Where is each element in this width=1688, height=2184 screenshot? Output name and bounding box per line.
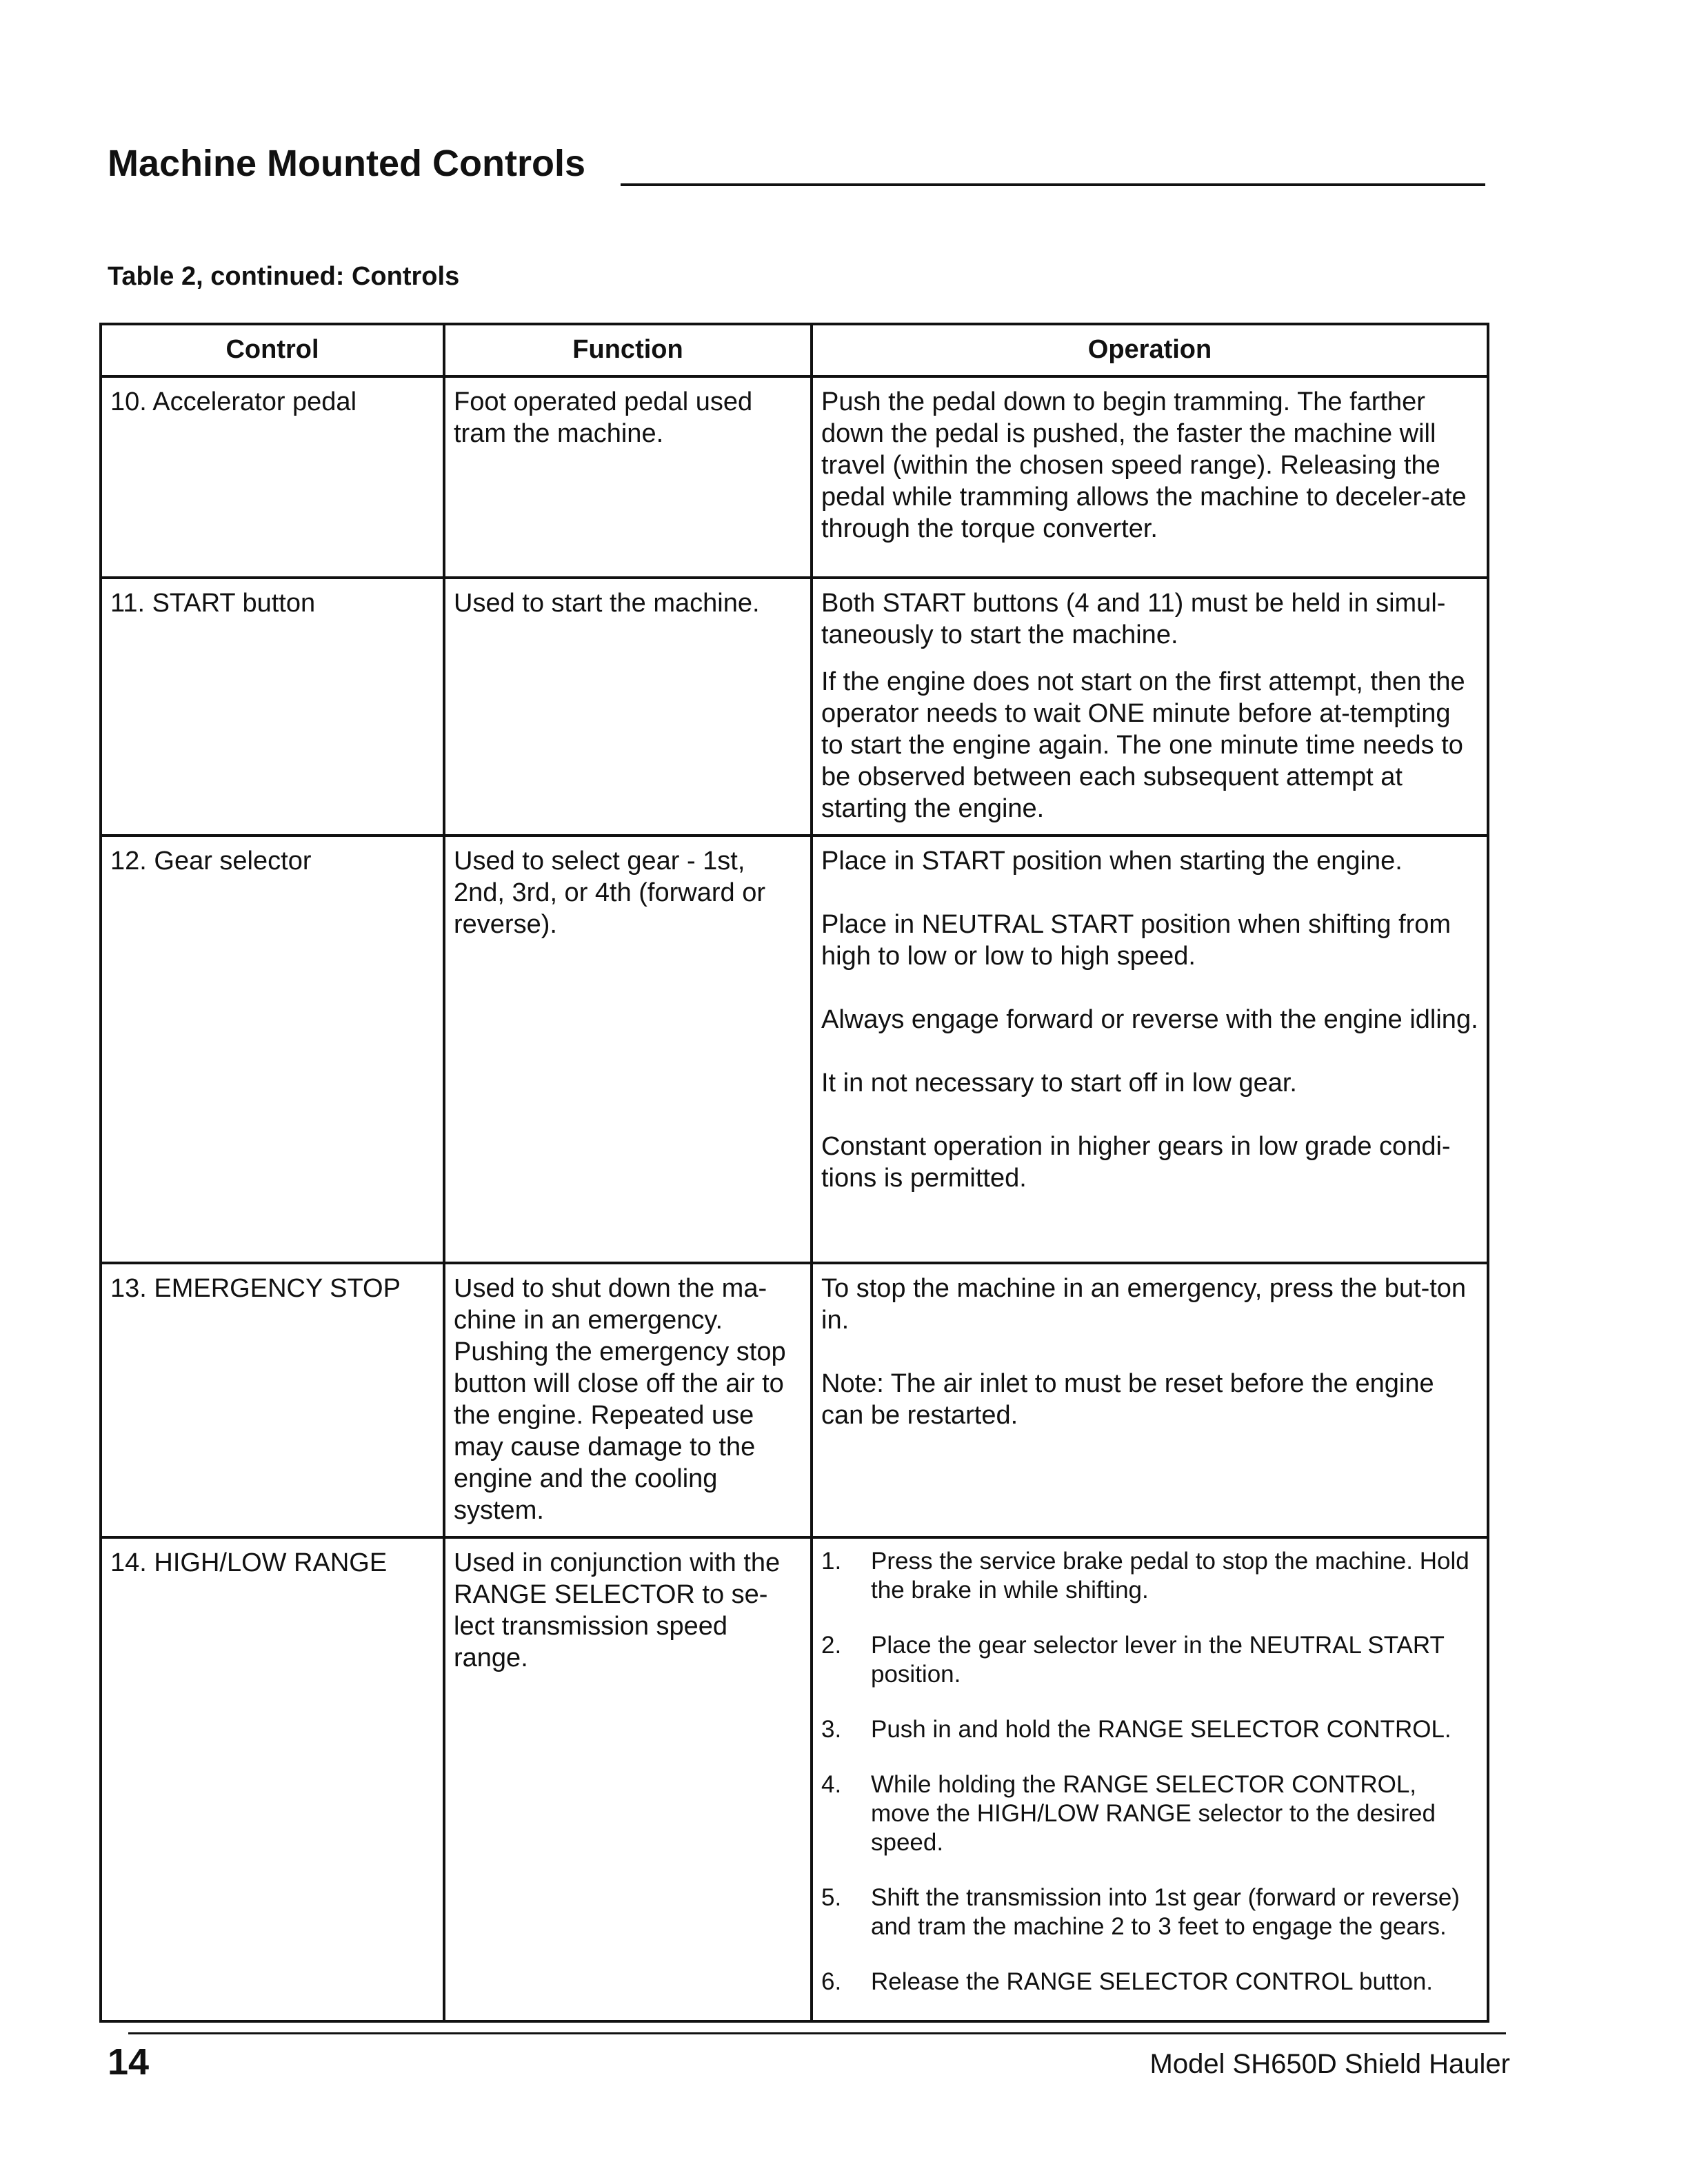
control-cell: 14. HIGH/LOW RANGE: [101, 1537, 444, 2021]
list-item: [821, 1631, 1478, 1689]
function-cell: Used to start the machine.: [444, 578, 812, 836]
list-item: [821, 1547, 1478, 1605]
range-shift-steps: [821, 1547, 1478, 1996]
column-header-operation: Operation: [812, 324, 1488, 376]
operation-cell: [812, 578, 1488, 836]
function-cell: Used to select gear - 1st, 2nd, 3rd, or 4th (forward or reverse).: [444, 836, 812, 1263]
footer-rule: [128, 2032, 1506, 2034]
operation-paragraph: Always engage forward or reverse with the engine idling.: [821, 1005, 1478, 1034]
operation-paragraph: If the engine does not start on the first attempt, then the operator needs to wait ONE minute before at-tempting to start the engine again. The one minute time needs to be observed between each subsequent attempt at starting the engine.: [821, 667, 1465, 823]
operation-paragraph: To stop the machine in an emergency, press the but-ton in.: [821, 1274, 1467, 1335]
list-item: [821, 1883, 1478, 1941]
step-number: 4.: [821, 1771, 842, 1798]
list-item: [821, 1770, 1478, 1857]
operation-paragraph: Both START buttons (4 and 11) must be held in simul-taneously to start the machine.: [821, 589, 1446, 649]
list-item: [821, 1968, 1478, 1996]
step-number: 5.: [821, 1884, 842, 1911]
step-number: 2.: [821, 1632, 842, 1659]
step-text: Shift the transmission into 1st gear (forward or reverse) and tram the machine 2 to 3 feet to engage the gears.: [871, 1884, 1460, 1940]
function-cell: Used to shut down the ma-chine in an emergency. Pushing the emergency stop button will close off the air to the engine. Repeated use may cause damage to the engine and the cooling system.: [444, 1263, 812, 1537]
operation-paragraph: Push the pedal down to begin tramming. The farther down the pedal is pushed, the faster the machine will travel (within the chosen speed range). Releasing the pedal while tramming allows the machine to deceler-ate through the torque converter.: [821, 387, 1467, 543]
table-row: [101, 836, 1488, 1263]
step-text: Release the RANGE SELECTOR CONTROL button.: [871, 1968, 1434, 1995]
page-number: 14: [108, 2041, 150, 2083]
model-name: Model SH650D Shield Hauler: [1149, 2049, 1510, 2079]
list-item: [821, 1715, 1478, 1744]
step-number: 3.: [821, 1716, 842, 1743]
operation-paragraph: It in not necessary to start off in low gear.: [821, 1069, 1297, 1098]
table-row: [101, 1263, 1488, 1537]
operation-cell: [812, 1537, 1488, 2021]
operation-cell: [812, 1263, 1488, 1537]
operation-cell: [812, 376, 1488, 578]
table-caption: Table 2, continued: Controls: [108, 262, 460, 291]
operation-paragraph: Constant operation in higher gears in low grade condi-tions is permitted.: [821, 1132, 1451, 1193]
page-title: Machine Mounted Controls: [108, 143, 585, 184]
function-cell: Used in conjunction with the RANGE SELECTOR to se-lect transmission speed range.: [444, 1537, 812, 2021]
operation-paragraph: Place in START position when starting the engine.: [821, 847, 1403, 876]
operation-cell: [812, 836, 1488, 1263]
control-cell: 12. Gear selector: [101, 836, 444, 1263]
operation-paragraph: Place in NEUTRAL START position when shifting from high to low or low to high speed.: [821, 910, 1451, 971]
step-text: Push in and hold the RANGE SELECTOR CONTROL.: [871, 1716, 1451, 1743]
column-header-function: Function: [444, 324, 812, 376]
step-text: Press the service brake pedal to stop the machine. Hold the brake in while shifting.: [871, 1548, 1469, 1604]
operation-paragraph: Note: The air inlet to must be reset before the engine can be restarted.: [821, 1369, 1434, 1430]
step-text: Place the gear selector lever in the NEUTRAL START position.: [871, 1632, 1445, 1688]
control-cell: 10. Accelerator pedal: [101, 376, 444, 578]
table-header-row: [101, 324, 1488, 376]
control-cell: 13. EMERGENCY STOP: [101, 1263, 444, 1537]
function-cell: Foot operated pedal used tram the machine.: [444, 376, 812, 578]
step-number: 6.: [821, 1968, 842, 1995]
step-text: While holding the RANGE SELECTOR CONTROL, move the HIGH/LOW RANGE selector to the desired speed.: [871, 1771, 1436, 1856]
title-rule: [621, 183, 1485, 186]
control-cell: 11. START button: [101, 578, 444, 836]
table-row: [101, 578, 1488, 836]
controls-table: [99, 323, 1489, 2023]
column-header-control: Control: [101, 324, 444, 376]
table-row: [101, 1537, 1488, 2021]
step-number: 1.: [821, 1548, 842, 1575]
table-row: [101, 376, 1488, 578]
